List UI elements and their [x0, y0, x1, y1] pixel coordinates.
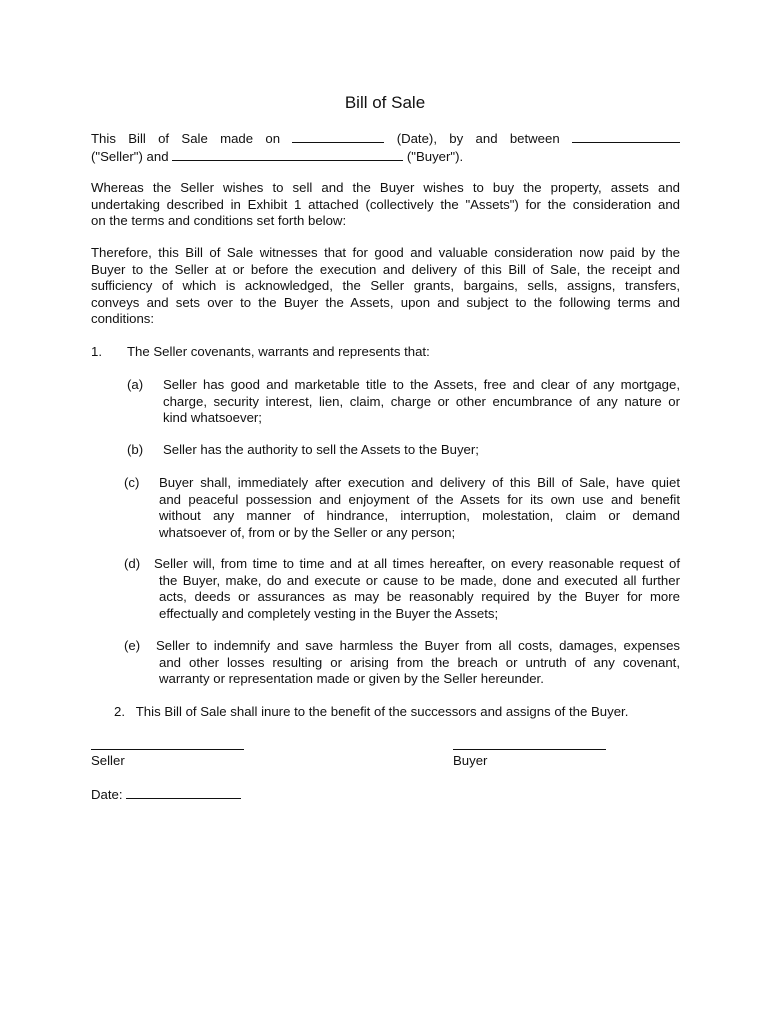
item-d-label: (d) [124, 556, 141, 571]
signature-date-blank-field [126, 786, 241, 799]
whereas-paragraph [91, 180, 680, 230]
clause-1-text: The Seller covenants, warrants and represents that: [127, 344, 430, 359]
item-b-line: Seller has the authority to sell the Assets to the Buyer; [163, 442, 479, 457]
item-c-line: Buyer shall, immediately after execution and delivery of this Bill of Sale, have quiet [159, 475, 680, 490]
intro-line-2 [91, 148, 680, 166]
therefore-line: Therefore, this Bill of Sale witnesses that for good and valuable consideration now paid by the [91, 245, 680, 260]
item-e-text [156, 638, 680, 688]
item-a-line: Seller has good and marketable title to the Assets, free and clear of any mortgage, [163, 377, 680, 392]
clause-1-number: 1. [91, 344, 102, 359]
item-e-line: Seller to indemnify and save harmless the Buyer from all costs, damages, expenses [156, 638, 680, 653]
intro-made-on-text: This Bill of Sale made on [91, 131, 281, 146]
seller-signature-line [91, 749, 244, 750]
item-d-line: effectually and completely vesting in the Buyer the Assets; [159, 605, 499, 621]
intro-date-between-text: (Date), by and between [396, 131, 560, 146]
buyer-name-blank-field [172, 148, 403, 161]
buyer-signature-label: Buyer [453, 753, 488, 768]
date-label: Date: [91, 787, 123, 802]
item-d-text [154, 556, 680, 622]
item-b-label: (b) [127, 442, 144, 457]
whereas-line: Whereas the Seller wishes to sell and the Buyer wishes to buy the property, assets and [91, 180, 680, 195]
item-a-line: kind whatsoever; [163, 410, 262, 425]
clause-2-text: 2. This Bill of Sale shall inure to the benefit of the successors and assigns of the Buyer. [114, 704, 629, 719]
item-e-line: warranty or representation made or given by the Seller hereunder. [159, 671, 544, 686]
item-c-label: (c) [124, 475, 140, 490]
item-d-line: the Buyer, make, do and execute or cause to be made, done and executed all further [159, 572, 680, 588]
seller-signature-label: Seller [91, 753, 125, 768]
item-d-line: acts, deeds or assurances as may be reasonably required by the Buyer for more [159, 589, 680, 604]
item-a-line: charge, security interest, lien, claim, charge or other encumbrance of any nature or [163, 393, 680, 409]
therefore-line: sufficiency of which is acknowledged, the Seller grants, bargains, sells, assigns, transfers, [91, 278, 680, 293]
item-e-line: and other losses resulting or arising from the breach or untruth of any covenant, [159, 654, 680, 670]
whereas-line: on the terms and conditions set forth below: [91, 213, 347, 228]
seller-name-blank-field [572, 130, 680, 143]
document-title: Bill of Sale [344, 93, 426, 112]
item-c-line: whatsoever of, from or by the Seller or any person; [159, 524, 456, 540]
item-d-line: Seller will, from time to time and at all times hereafter, on every reasonable request of [154, 556, 680, 571]
item-c-line: without any manner of hindrance, interruption, molestation, claim or demand [159, 508, 680, 523]
therefore-paragraph [91, 245, 680, 328]
whereas-line: undertaking described in Exhibit 1 attached (collectively the "Assets") for the consideration and [91, 196, 680, 212]
therefore-line: Buyer to the Seller at or before the execution and delivery of this Bill of Sale, the receipt and [91, 261, 680, 277]
date-blank-field [292, 130, 384, 143]
intro-line-1 [91, 130, 680, 148]
item-c-line: and peaceful possession and enjoyment of the Assets for its own use and benefit [159, 491, 680, 507]
therefore-line: conveys and sets over to the Buyer the Assets, upon and subject to the following terms and [91, 294, 680, 310]
item-b-text [163, 442, 680, 459]
date-row [91, 786, 241, 804]
buyer-signature-line [453, 749, 606, 750]
item-c-text [159, 475, 680, 541]
item-e-label: (e) [124, 638, 141, 653]
intro-seller-and-text: ("Seller") and [91, 148, 169, 164]
therefore-line: conditions: [91, 311, 155, 326]
intro-paragraph [91, 130, 680, 165]
intro-buyer-text: ("Buyer"). [406, 148, 464, 164]
item-a-text [163, 377, 680, 427]
item-a-label: (a) [127, 377, 144, 392]
